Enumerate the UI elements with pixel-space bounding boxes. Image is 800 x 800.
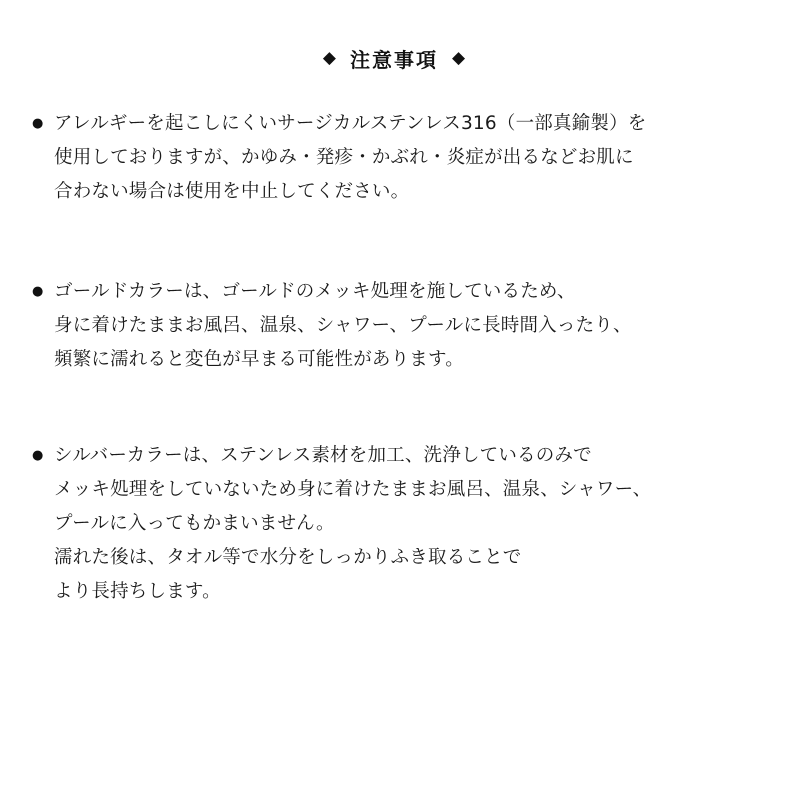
notice-line: 頻繁に濡れると変色が早まる可能性があります。	[54, 349, 464, 370]
notice-list	[28, 107, 760, 609]
notice-text-silver	[54, 439, 760, 609]
page-title	[28, 44, 760, 73]
bullet-icon: ●	[32, 448, 44, 463]
notice-line: アレルギーを起こしにくいサージカルステンレス316（一部真鍮製）を	[54, 113, 647, 134]
notice-line: ゴールドカラーは、ゴールドのメッキ処理を施しているため、	[54, 281, 576, 302]
notice-text-gold	[54, 275, 760, 377]
notice-line: メッキ処理をしていないため身に着けたままお風呂、温泉、シャワー、	[54, 479, 652, 500]
page-title-text: 注意事項	[350, 48, 438, 72]
list-item	[28, 275, 760, 377]
list-item	[28, 439, 760, 609]
notice-line: 濡れた後は、タオル等で水分をしっかりふき取ることで	[54, 547, 522, 568]
bullet-icon: ●	[32, 116, 44, 131]
notice-line: シルバーカラーは、ステンレス素材を加工、洗浄しているのみで	[54, 445, 592, 466]
notice-line: 使用しておりますが、かゆみ・発疹・かぶれ・炎症が出るなどお肌に	[54, 147, 634, 168]
notice-line: より長持ちします。	[54, 581, 221, 602]
notice-line: 合わない場合は使用を中止してください。	[54, 181, 410, 202]
diamond-right-icon: ◆	[452, 48, 466, 68]
list-item	[28, 107, 760, 209]
notice-line: 身に着けたままお風呂、温泉、シャワー、プールに長時間入ったり、	[54, 315, 632, 336]
bullet-icon: ●	[32, 284, 44, 299]
diamond-left-icon: ◆	[322, 48, 336, 68]
notice-text-allergy	[54, 107, 760, 209]
notice-line: プールに入ってもかまいません。	[54, 513, 335, 534]
